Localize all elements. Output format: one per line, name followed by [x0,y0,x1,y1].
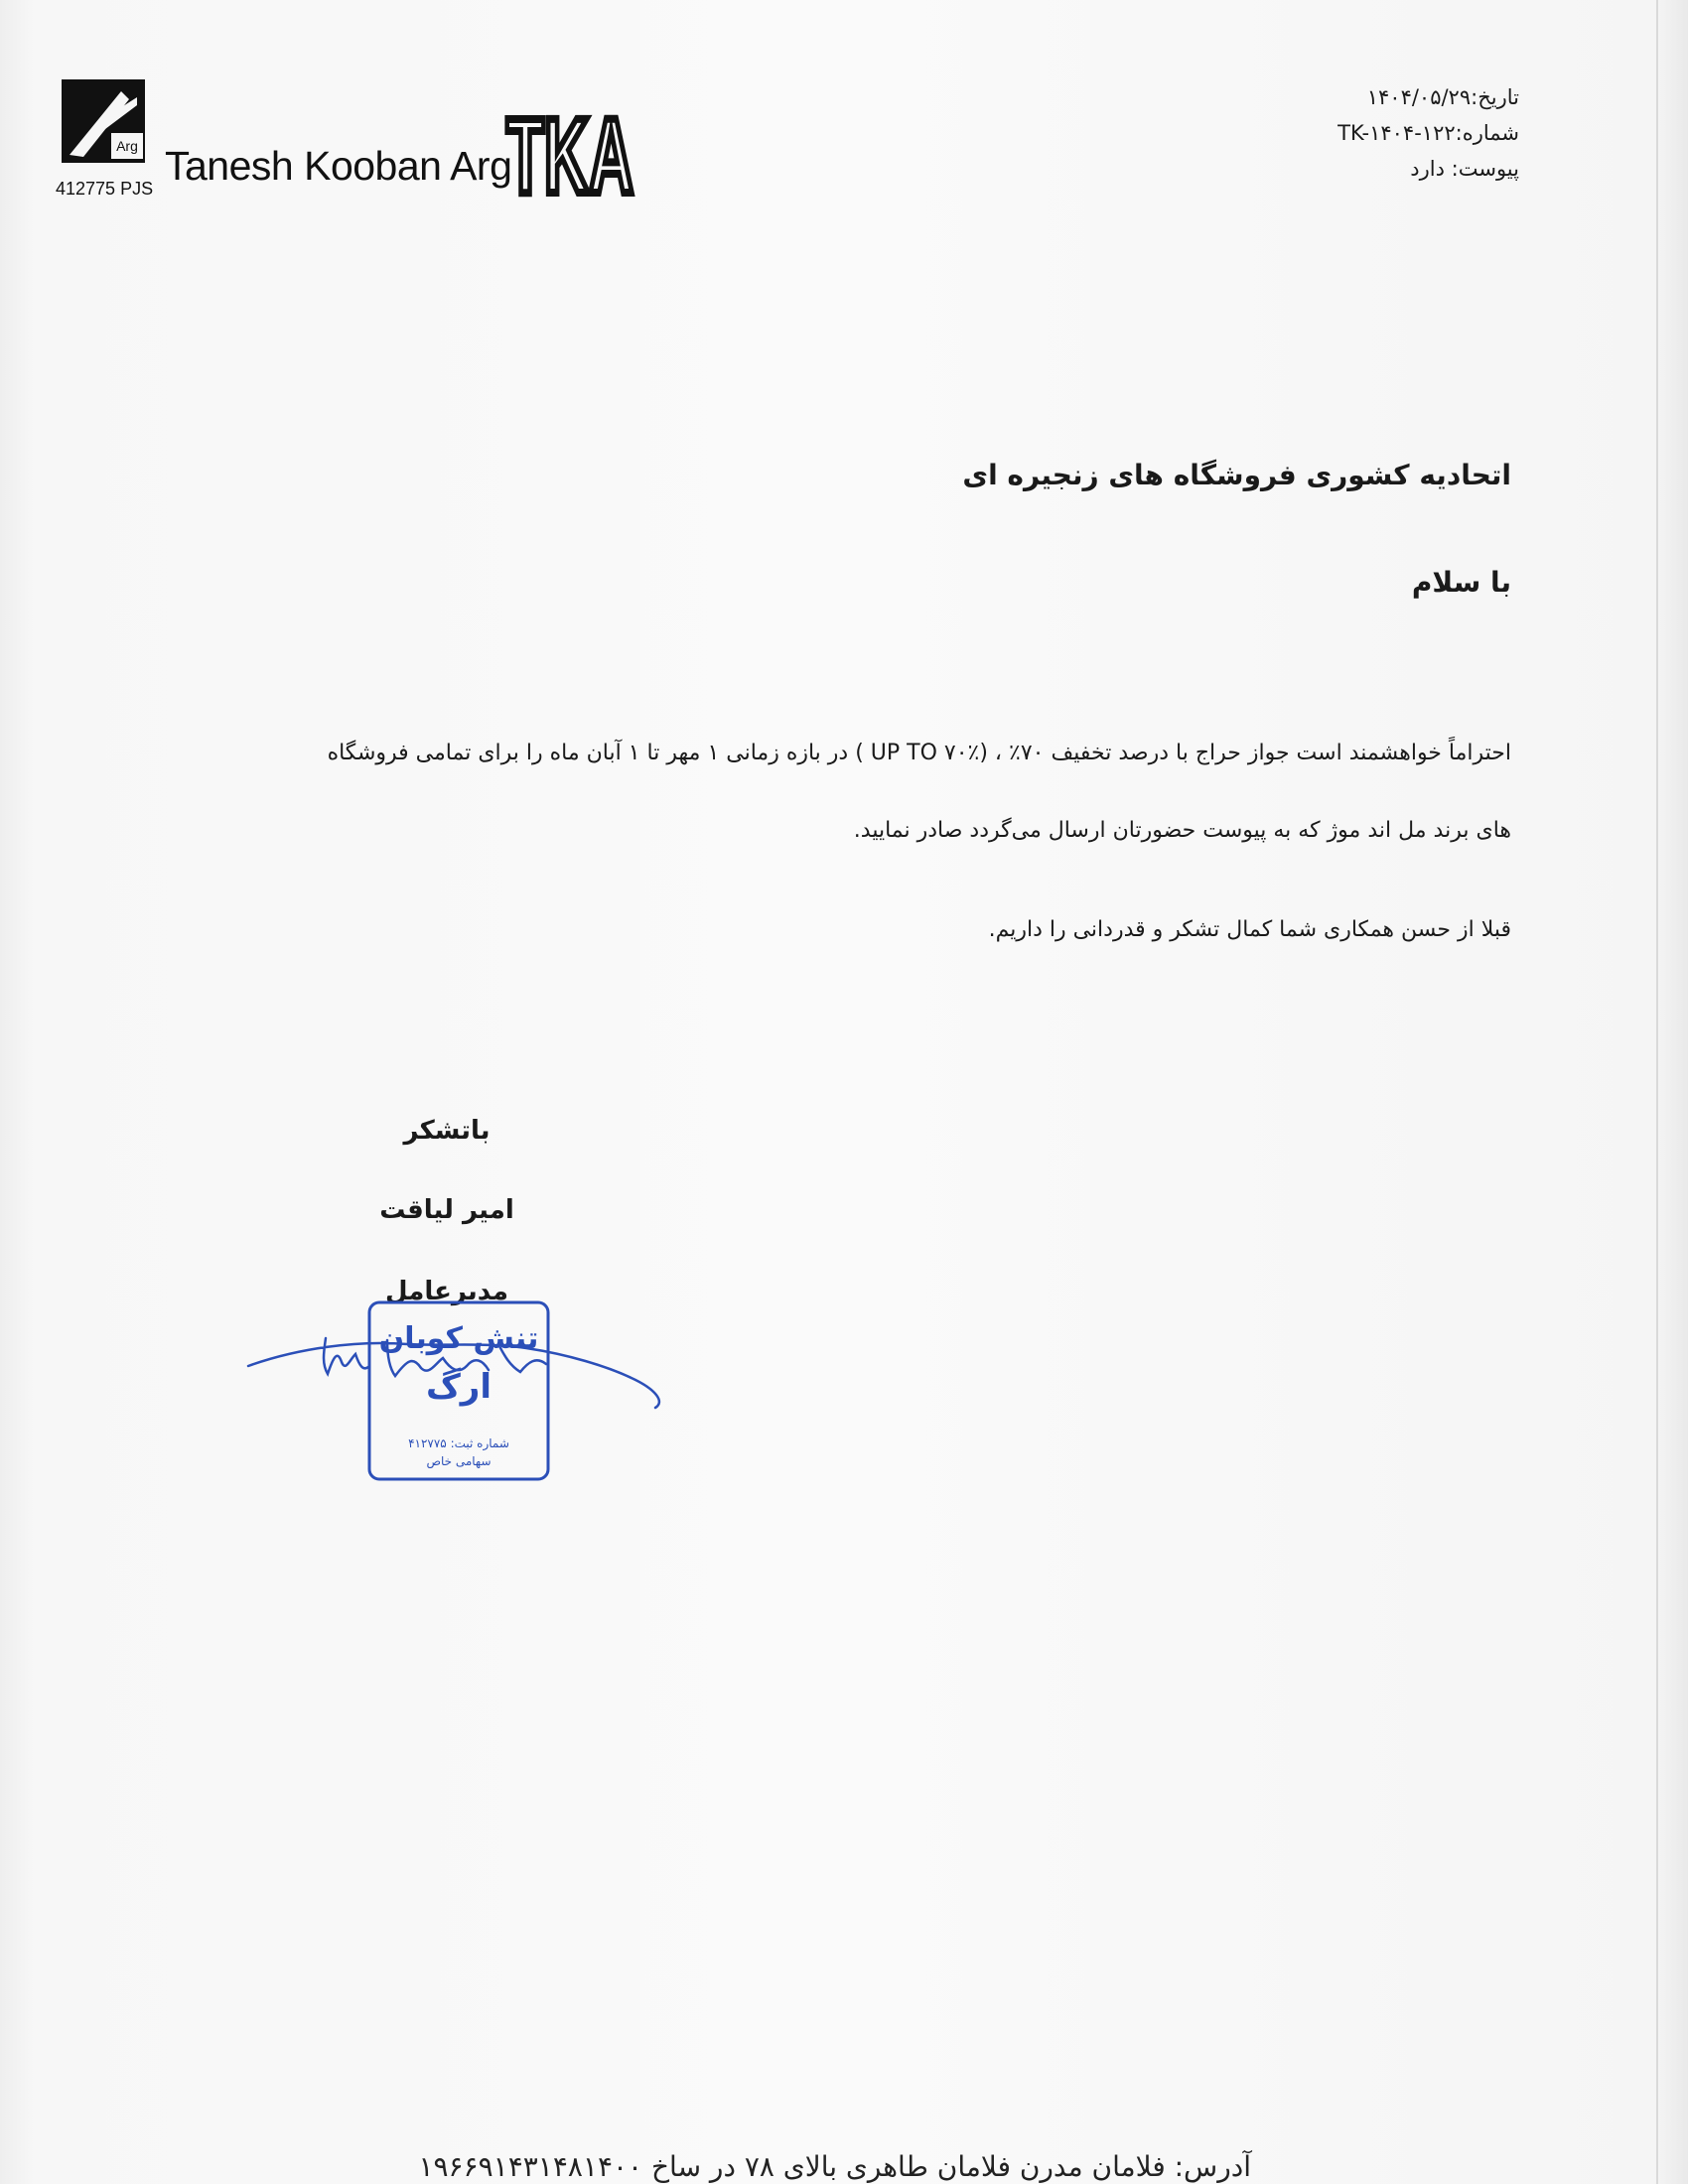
letter-paragraph [161,715,1511,870]
company-emblem-icon [60,77,147,165]
monogram-text: TKA [506,95,633,215]
signature-name: امیر لیاقت [379,1195,514,1225]
signature-title: مدیرعامل [385,1277,508,1306]
attachment-label: پیوست: [1451,157,1519,181]
letter-thanks: قبلا از حسن همکاری شما کمال تشکر و قدردانی را داریم. [988,917,1511,942]
company-stamp [238,1291,675,1489]
stamp-type: سهامی خاص [426,1454,492,1468]
company-registration: 412775 PJS [56,179,154,199]
date-label: تاریخ: [1471,85,1519,109]
stamp-reg: شماره ثبت: ۴۱۲۷۷۵ [408,1436,509,1450]
number-label: شماره: [1455,121,1519,145]
letter-footer [418,2142,1251,2184]
meta-number [1221,115,1519,151]
meta-date [1221,79,1519,115]
company-name: Tanesh Kooban Arg [165,143,512,189]
stamp-line-2: ارگ [425,1367,492,1407]
page-fold-line [1656,0,1658,2184]
attachment-value: دارد [1410,157,1445,181]
paragraph-line-1: احتراماً خواهشمند است جواز حراج با درصد تخفیف ۷۰٪ ، (UP TO ۷۰٪ ) در بازه زمانی ۱ مهر تا ۱ آبان ماه را برای تمامی فروشگاه [327,741,1511,765]
letter-greeting: با سلام [1411,566,1511,599]
stamp-line-1: تنش کوبان [378,1321,539,1356]
company-monogram [506,95,635,215]
number-value: TK-۱۴۰۴-۱۲۲ [1337,121,1456,145]
signature-closing: باتشکر [403,1116,491,1146]
letter-recipient: اتحادیه کشوری فروشگاه های زنجیره ای [962,459,1511,491]
meta-attachment [1221,151,1519,187]
paragraph-line-2: های برند مل اند موژ که به پیوست حضورتان ارسال می‌گردد صادر نمایید. [853,818,1511,843]
emblem-text: Arg [116,138,138,154]
letter-meta [1221,79,1519,187]
date-value: ۱۴۰۴/۰۵/۲۹ [1366,85,1472,109]
footer-address: آدرس: فلامان مدرن فلامان طاهری بالای ۷۸ در ساخ ۱۹۶۶۹۱۴۳۱۴۸۱۴۰۰ [418,2150,1251,2183]
